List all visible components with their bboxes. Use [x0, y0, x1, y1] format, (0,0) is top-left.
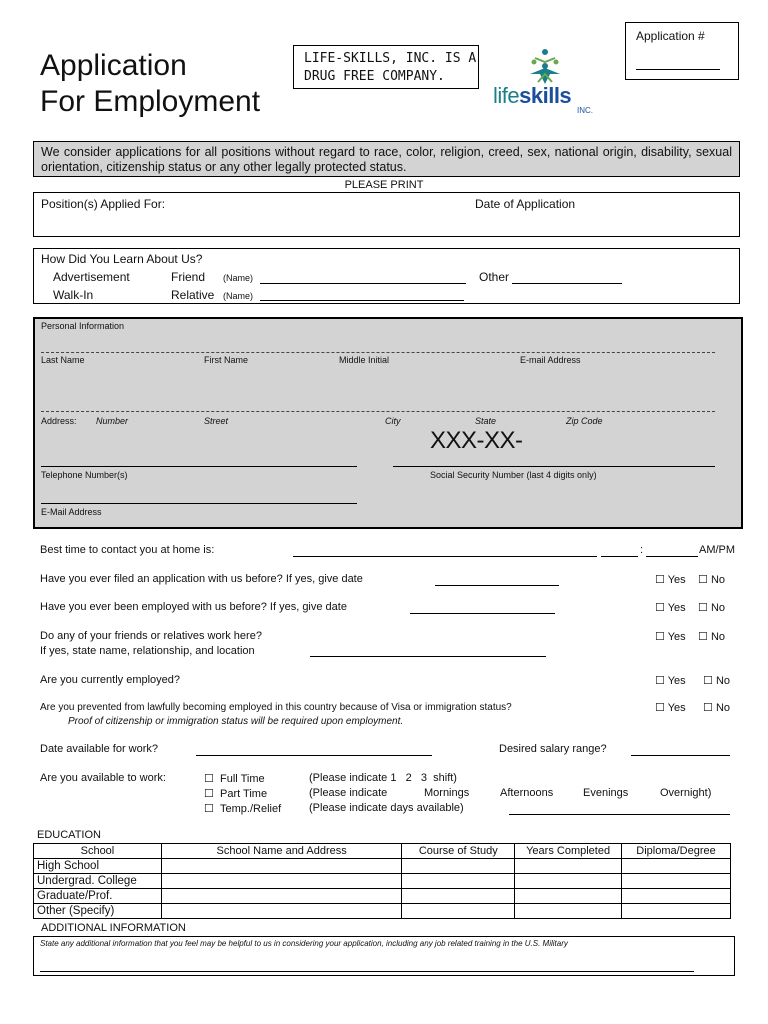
days-available-field[interactable]	[509, 814, 730, 815]
page-title: Application For Employment	[40, 49, 261, 118]
temp-relief-checkbox[interactable]: ☐ Temp./Relief	[204, 803, 282, 815]
table-cell[interactable]	[515, 874, 622, 889]
date-of-application-label: Date of Application	[475, 197, 576, 211]
table-cell[interactable]	[515, 859, 622, 874]
filed-date-field[interactable]	[435, 585, 559, 586]
friend-name-field[interactable]	[260, 283, 466, 284]
table-cell[interactable]	[622, 859, 731, 874]
ssn-field[interactable]	[393, 466, 715, 467]
additional-info-box: State any additional information that you feel may be helpful to us in considering your application, including any job related training in the U.S. Military	[33, 936, 735, 976]
table-cell[interactable]	[515, 904, 622, 919]
name-line[interactable]	[41, 352, 715, 353]
telephone-field[interactable]	[41, 466, 357, 467]
part-time-checkbox[interactable]: ☐ Part Time	[204, 788, 268, 800]
education-table	[33, 843, 731, 919]
option-advertisement[interactable]: Advertisement	[53, 270, 130, 284]
option-friend[interactable]: Friend	[171, 270, 206, 284]
position-box	[33, 192, 740, 237]
table-cell[interactable]	[622, 874, 731, 889]
additional-info-field[interactable]	[40, 971, 694, 972]
additional-info-label: ADDITIONAL INFORMATION	[41, 922, 186, 934]
company-logo: lifeskills INC.	[490, 44, 610, 116]
current-yes-checkbox[interactable]: ☐ Yes	[655, 675, 686, 687]
employed-yes-checkbox[interactable]: ☐ Yes	[655, 602, 686, 614]
date-available-field[interactable]	[196, 755, 432, 756]
full-time-checkbox[interactable]: ☐ Full Time	[204, 773, 265, 785]
option-relative[interactable]: Relative	[171, 288, 215, 302]
table-cell[interactable]	[161, 889, 401, 904]
relative-name-field[interactable]	[260, 300, 464, 301]
table-cell[interactable]	[402, 874, 515, 889]
filed-no-checkbox[interactable]: ☐ No	[698, 574, 725, 586]
ssn-prefix: XXX-XX-	[430, 427, 523, 454]
application-number-field[interactable]	[636, 69, 720, 70]
minute-field[interactable]	[646, 556, 698, 557]
table-cell[interactable]	[402, 859, 515, 874]
eeo-statement: We consider applications for all positions without regard to race, color, religion, creed, sex, national origin, disability, sexual orientation, citizenship status or any other legally protected status.	[33, 141, 740, 177]
please-print-note: PLEASE PRINT	[344, 179, 424, 191]
visa-yes-checkbox[interactable]: ☐ Yes	[655, 702, 686, 714]
learn-about-us-box: How Did You Learn About Us? Advertisement Friend (Name) Other Walk-In Relative (Name)	[33, 248, 740, 304]
table-cell[interactable]	[402, 904, 515, 919]
drug-free-notice: LIFE-SKILLS, INC. IS A DRUG FREE COMPANY.	[293, 45, 479, 89]
option-walk-in[interactable]: Walk-In	[53, 288, 94, 302]
education-label: EDUCATION	[37, 829, 101, 841]
other-field[interactable]	[512, 283, 622, 284]
salary-field[interactable]	[631, 755, 730, 756]
table-row: Graduate/Prof.	[34, 889, 731, 904]
hour-field[interactable]	[601, 556, 638, 557]
current-no-checkbox[interactable]: ☐ No	[703, 675, 730, 687]
education-header-row: School School Name and Address Course of Study Years Completed Diploma/Degree	[34, 844, 731, 859]
employed-no-checkbox[interactable]: ☐ No	[698, 602, 725, 614]
address-line[interactable]	[41, 411, 715, 412]
email-field[interactable]	[41, 503, 357, 504]
option-other[interactable]: Other	[479, 270, 510, 284]
best-time-field[interactable]	[293, 556, 597, 557]
table-cell[interactable]	[622, 889, 731, 904]
table-cell[interactable]	[515, 889, 622, 904]
table-cell[interactable]	[402, 889, 515, 904]
table-row: Undergrad. College	[34, 874, 731, 889]
friends-no-checkbox[interactable]: ☐ No	[698, 631, 725, 643]
personal-information-box: Personal Information Last Name First Name Middle Initial E-mail Address Address: Number Street City State Zip Code XXX-XX- Telephone Number(s) Social Security Number (last 4 digits only) E-Mail Address	[33, 317, 743, 529]
table-cell[interactable]	[622, 904, 731, 919]
table-row: High School	[34, 859, 731, 874]
position-label: Position(s) Applied For:	[41, 197, 166, 211]
table-cell[interactable]	[161, 874, 401, 889]
friends-yes-checkbox[interactable]: ☐ Yes	[655, 631, 686, 643]
visa-no-checkbox[interactable]: ☐ No	[703, 702, 730, 714]
friends-detail-field[interactable]	[310, 656, 546, 657]
employed-date-field[interactable]	[410, 613, 555, 614]
table-cell[interactable]	[161, 859, 401, 874]
table-row: Other (Specify)	[34, 904, 731, 919]
table-cell[interactable]	[161, 904, 401, 919]
application-number-box: Application #	[625, 22, 739, 80]
filed-yes-checkbox[interactable]: ☐ Yes	[655, 574, 686, 586]
